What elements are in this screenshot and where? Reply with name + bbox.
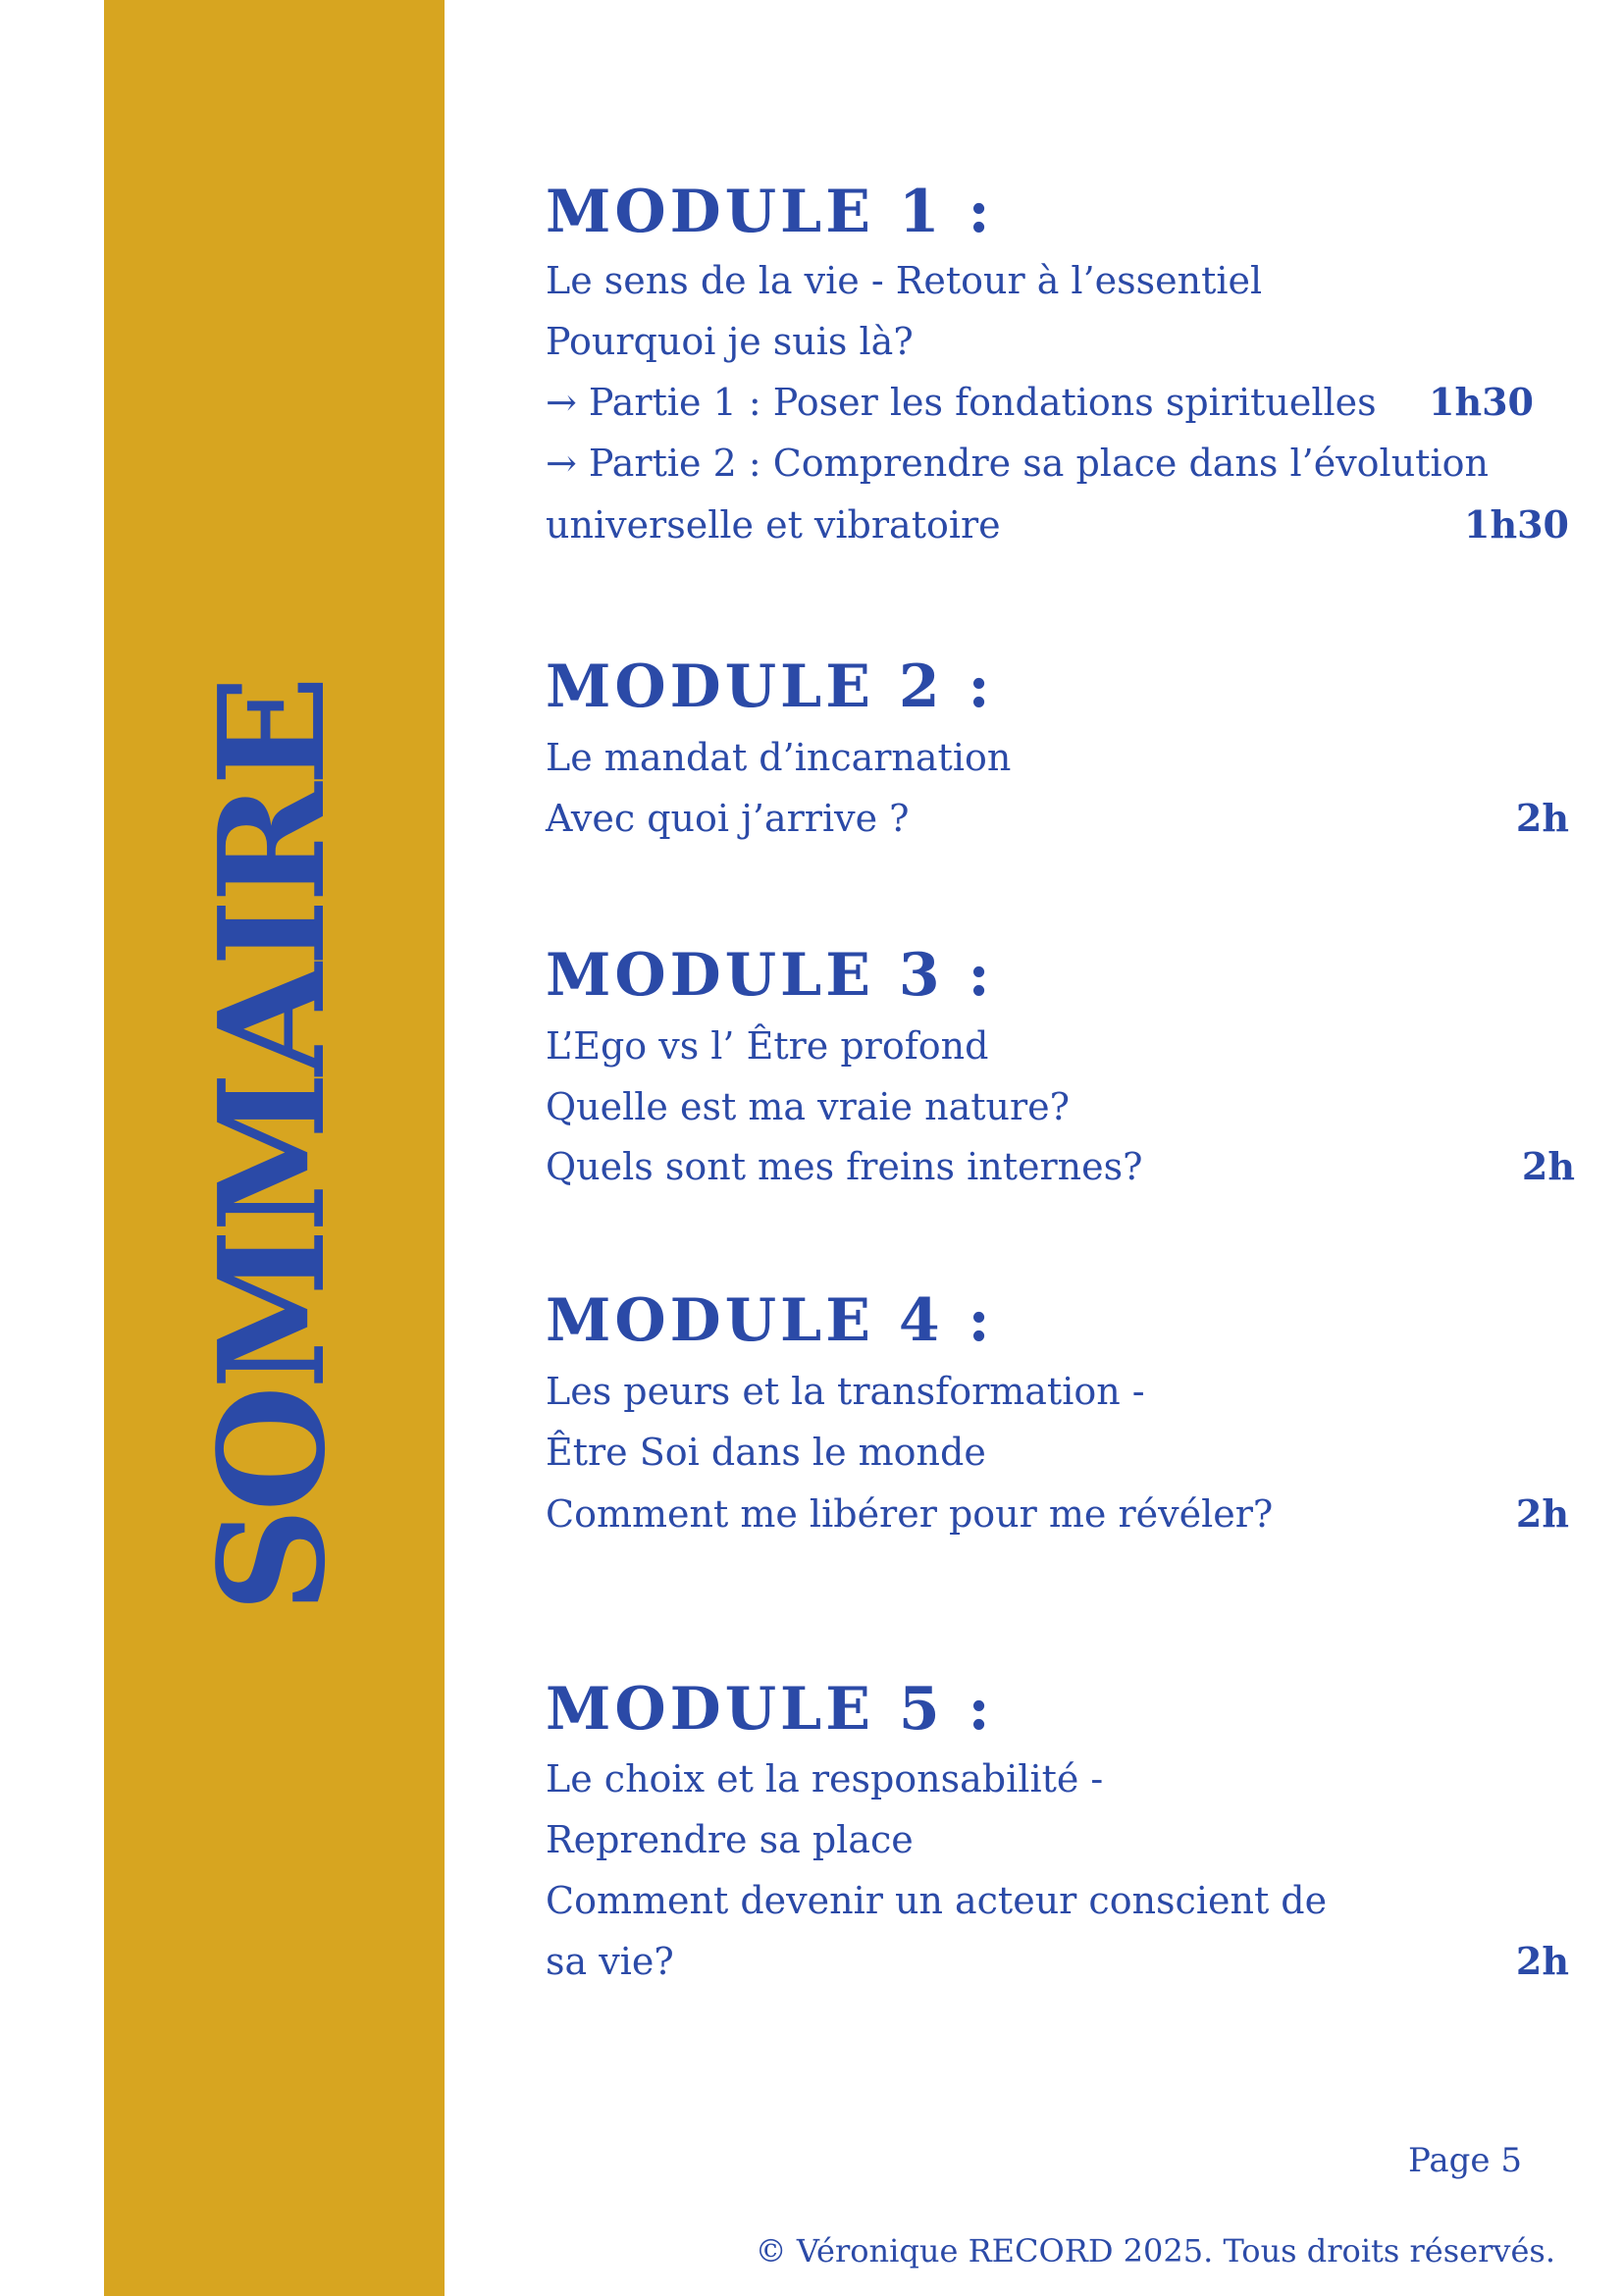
module-line: sa vie? — [546, 1940, 674, 1983]
duration-label: 2h — [1515, 796, 1569, 840]
module-line: Quelle est ma vraie nature? — [546, 1085, 1071, 1128]
module-heading: MODULE 5 : — [546, 1675, 994, 1744]
module-line: Quels sont mes freins internes? — [546, 1145, 1143, 1188]
module-line: Le mandat d’incarnation — [546, 736, 1012, 779]
duration-label: 2h — [1515, 1491, 1569, 1536]
module-line: Être Soi dans le monde — [546, 1431, 986, 1474]
sidebar-title: SOMMAIRE — [186, 679, 357, 1613]
duration-label: 2h — [1521, 1144, 1575, 1188]
duration-label: 1h30 — [1429, 380, 1534, 424]
copyright-notice: © Véronique RECORD 2025. Tous droits réservés. — [755, 2232, 1555, 2270]
module-line: Les peurs et la transformation - — [546, 1370, 1145, 1413]
module-line: Comment me libérer pour me révéler? — [546, 1492, 1274, 1536]
module-line: Avec quoi j’arrive ? — [546, 797, 910, 840]
module-line: L’Ego vs l’ Être profond — [546, 1024, 989, 1068]
module-line: Reprendre sa place — [546, 1818, 914, 1861]
module-heading: MODULE 4 : — [546, 1286, 994, 1355]
module-heading: MODULE 3 : — [546, 941, 994, 1010]
page-number: Page 5 — [1408, 2141, 1522, 2180]
module-line: Pourquoi je suis là? — [546, 320, 914, 363]
duration-label: 1h30 — [1464, 502, 1569, 547]
module-line: Le sens de la vie - Retour à l’essentiel — [546, 259, 1263, 302]
duration-label: 2h — [1515, 1939, 1569, 1983]
module-line: Comment devenir un acteur conscient de — [546, 1879, 1328, 1922]
module-line: → Partie 2 : Comprendre sa place dans l’évolution — [546, 442, 1489, 485]
module-line: → Partie 1 : Poser les fondations spirituelles — [546, 381, 1377, 424]
module-heading: MODULE 2 : — [546, 652, 994, 721]
module-line: universelle et vibratoire — [546, 503, 1001, 547]
module-line: Le choix et la responsabilité - — [546, 1757, 1104, 1800]
module-heading: MODULE 1 : — [546, 178, 994, 246]
